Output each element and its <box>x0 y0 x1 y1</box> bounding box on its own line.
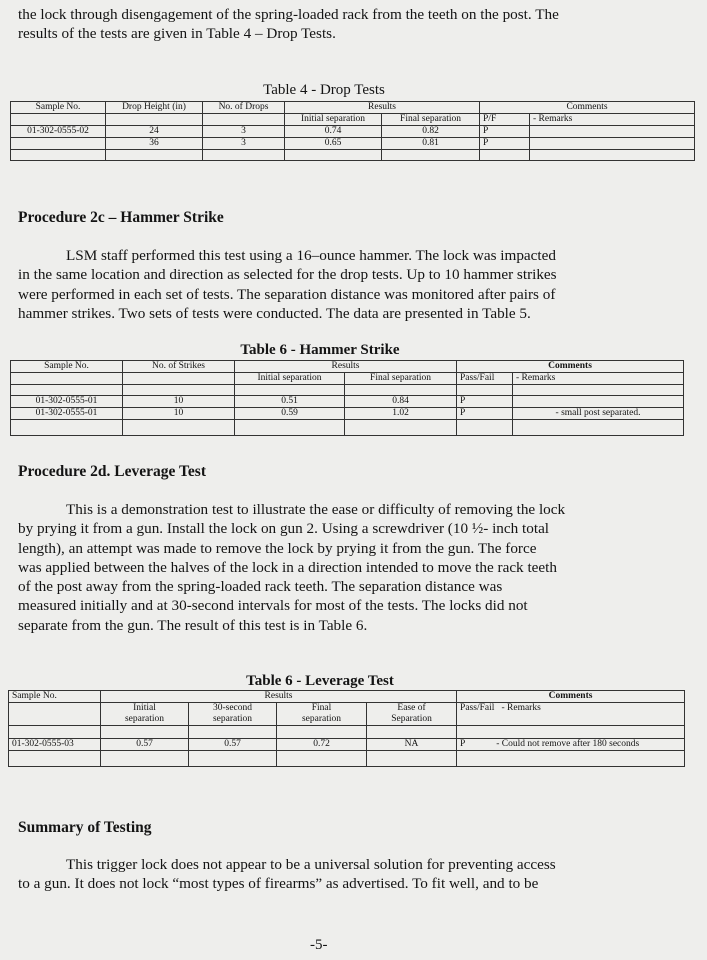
header-sample: Sample No. <box>11 102 106 114</box>
hammer-strike-table <box>10 360 684 436</box>
header-strikes: No. of Strikes <box>123 361 235 373</box>
text-line: of the post away from the spring-loaded rack teeth. The separation distance was <box>18 578 503 596</box>
text-line: the lock through disengagement of the spring-loaded rack from the teeth on the post. The <box>18 6 559 23</box>
header-pf: P/F <box>480 114 530 126</box>
table-header-row <box>9 691 685 703</box>
text-line: in the same location and direction as selected for the drop tests. Up to 10 hammer strikes <box>18 266 557 284</box>
header-comments: Comments <box>457 691 685 703</box>
summary-heading: Summary of Testing <box>18 819 152 836</box>
table-row: 01-302-0555-01 10 0.51 0.84 P <box>11 396 684 408</box>
header-30-second: 30-second separation <box>189 703 277 726</box>
table-row: 01-302-0555-02 24 3 0.74 0.82 P <box>11 126 695 138</box>
header-pf: Pass/Fail <box>457 373 513 385</box>
procedure-2c-heading: Procedure 2c – Hammer Strike <box>18 209 224 226</box>
table-row-empty <box>9 751 685 767</box>
header-comments: Comments <box>480 102 695 114</box>
text-line: by prying it from a gun. Install the lock on gun 2. Using a screwdriver (10 ½- inch total <box>18 520 550 538</box>
header-results: Results <box>285 102 480 114</box>
drop-tests-table <box>10 101 695 161</box>
header-comments: Comments <box>457 361 684 373</box>
table-subheader-row <box>9 703 685 726</box>
header-remarks: - Remarks <box>530 114 695 126</box>
header-results: Results <box>235 361 457 373</box>
header-sample: Sample No. <box>11 361 123 373</box>
leverage-test-table <box>8 690 685 767</box>
text-line: was applied between the halves of the lock in a direction intended to move the rack teeth <box>18 558 557 576</box>
table-row-empty <box>9 726 685 739</box>
text-line: LSM staff performed this test using a 16–ounce hammer. The lock was impacted <box>66 247 556 264</box>
table-row: 36 3 0.65 0.81 P <box>11 138 695 150</box>
header-remarks: - Remarks <box>513 373 684 385</box>
summary-paragraph <box>18 855 698 894</box>
header-initial: Initial separation <box>235 373 345 385</box>
text-line: results of the tests are given in Table 4 – Drop Tests. <box>18 25 336 43</box>
procedure-2c-paragraph <box>18 246 698 323</box>
table-row-empty <box>11 150 695 161</box>
leverage-table-title: Table 6 - Leverage Test <box>246 673 394 689</box>
header-pf-remarks: Pass/Fail - Remarks <box>457 703 685 726</box>
header-num-drops: No. of Drops <box>203 102 285 114</box>
header-final: Final separation <box>277 703 367 726</box>
page-number: -5- <box>310 937 328 953</box>
table-row-empty <box>11 420 684 436</box>
table-row: 01-302-0555-01 10 0.59 1.02 P - small post separated. <box>11 408 684 420</box>
header-final: Final separation <box>382 114 480 126</box>
text-line: to a gun. It does not lock “most types of firearms” as advertised. To fit well, and to be <box>18 875 539 893</box>
table-subheader-row <box>11 373 684 385</box>
table-subheader-row <box>11 114 695 126</box>
procedure-2d-heading: Procedure 2d. Leverage Test <box>18 463 206 480</box>
procedure-2d-paragraph <box>18 500 698 635</box>
table-row: 01-302-0555-03 0.57 0.57 0.72 NA P - Could not remove after 180 seconds <box>9 739 685 751</box>
header-final: Final separation <box>345 373 457 385</box>
header-results: Results <box>101 691 457 703</box>
text-line: measured initially and at 30-second intervals for most of the tests. The locks did not <box>18 597 528 615</box>
intro-paragraph <box>18 5 698 44</box>
header-sample: Sample No. <box>9 691 101 703</box>
table4-title: Table 4 - Drop Tests <box>263 82 385 98</box>
text-line: length), an attempt was made to remove the lock by prying it from the gun. The force <box>18 539 537 557</box>
text-line: hammer strikes. Two sets of tests were conducted. The data are presented in Table 5. <box>18 304 531 322</box>
header-drop-height: Drop Height (in) <box>106 102 203 114</box>
text-line: This trigger lock does not appear to be a universal solution for preventing access <box>66 856 556 873</box>
text-line: separate from the gun. The result of this test is in Table 6. <box>18 616 368 634</box>
text-line: were performed in each set of tests. The separation distance was monitored after pairs of <box>18 285 556 303</box>
text-line: This is a demonstration test to illustrate the ease or difficulty of removing the lock <box>66 501 566 518</box>
header-initial: Initial separation <box>101 703 189 726</box>
hammer-strike-table-title: Table 6 - Hammer Strike <box>240 342 400 358</box>
table-header-row <box>11 361 684 373</box>
table-row-empty <box>11 385 684 396</box>
header-ease: Ease of Separation <box>367 703 457 726</box>
header-initial: Initial separation <box>285 114 382 126</box>
table-header-row <box>11 102 695 114</box>
